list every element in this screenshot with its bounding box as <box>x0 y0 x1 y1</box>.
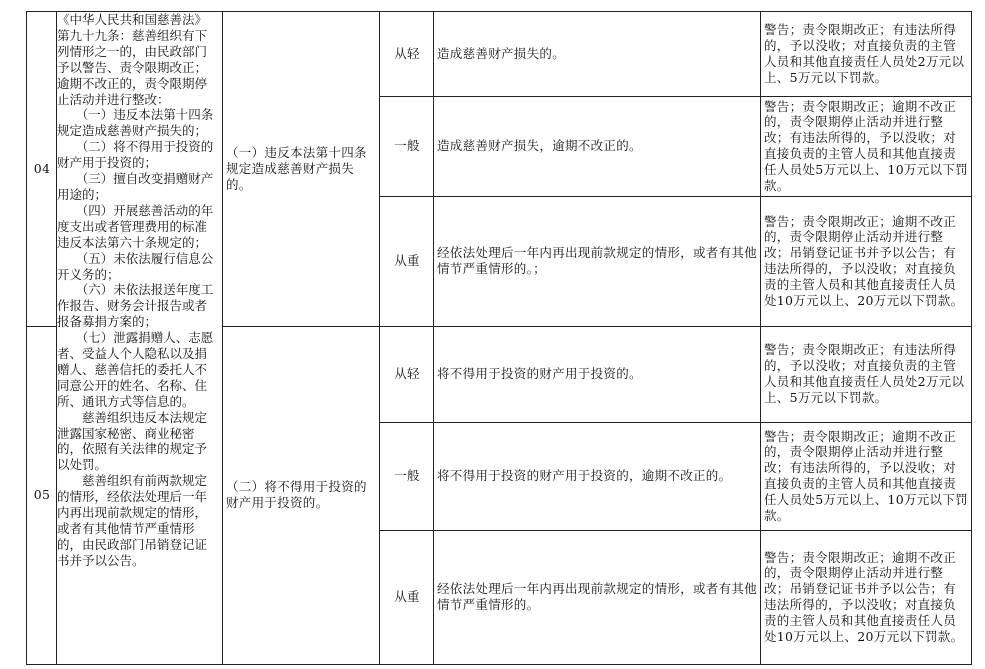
circumstance-05-severe: 经依法处理后一年内再出现前款规定的情形，或者有其他情节严重情形的。 <box>437 581 758 612</box>
border-right <box>971 11 972 665</box>
row-number-04: 04 <box>33 161 51 177</box>
level-04-light: 从轻 <box>394 46 420 62</box>
col-divider-circumstance <box>760 11 761 665</box>
level-04-severe: 从重 <box>394 253 420 269</box>
circumstance-04-light: 造成慈善财产损失的。 <box>437 46 566 62</box>
penalty-04-light: 警告；责令限期改正；有违法所得的，予以没收；对直接负责的主管人员和其他直接责任人员处2万元以上、5万元以下罚款。 <box>764 22 965 85</box>
circumstance-05-general: 将不得用于投资的财产用于投资的，逾期不改正的。 <box>437 468 732 484</box>
penalty-04-general: 警告；责令限期改正；逾期不改正的，责令限期停止活动并进行整改；有违法所得的，予以没收；对直接负责的主管人员和其他直接责任人员处5万元以上、10万元以下罚款。 <box>764 98 968 193</box>
col-divider-number <box>56 11 57 665</box>
level-05-general: 一般 <box>394 468 420 484</box>
circumstance-05-light: 将不得用于投资的财产用于投资的。 <box>437 366 642 382</box>
row-divider-number <box>26 326 57 327</box>
legal-basis-text: 《中华人民共和国慈善法》第九十九条：慈善组织有下列情形之一的，由民政部门予以警告、责令限期改正；逾期不改正的，责令限期停止活动并进行整改： （一）违反本法第十四条规定造成慈善财产损失的； （二）将不得用于投资的财产用于投资的； （三）擅自改变捐赠财产用途的； （四）开展慈善活动的年度支出或者管理费用的标准违反本法第六十条规定的； （五）未依法履行信息公开义务的； （六）未依法报送年度工作报告、财务会计报告或者报备募捐方案的； （七）泄露捐赠人、志愿者、受益人个人隐私以及捐赠人、慈善信托的委托人不同意公开的姓名、名称、住所、通讯方式等信息的。 慈善组织违反本法规定泄露国家秘密、商业秘密的，依照有关法律的规定予以处罚。 慈善组织有前两款规定的情形，经依法处理后一年内再出现前款规定的情形，或者有其他情节严重情形的，由民政部门吊销登记证书并予以公告。 <box>57 12 214 568</box>
border-left <box>26 11 27 665</box>
border-top <box>26 11 972 12</box>
col-divider-legal <box>222 11 223 665</box>
violation-05: （二）将不得用于投资的财产用于投资的。 <box>226 479 367 510</box>
violation-04: （一）违反本法第十四条规定造成慈善财产损失的。 <box>226 145 367 192</box>
row-divider-main <box>222 326 972 327</box>
penalty-05-severe: 警告；责令限期改正；逾期不改正的，责令限期停止活动并进行整改；吊销登记证书并予以公告；有违法所得的，予以没收；对直接负责的主管人员和其他直接责任人员处10万元以上、20万元以下罚款。 <box>764 549 964 644</box>
row-divider-04b <box>379 196 972 197</box>
border-bottom <box>26 664 972 665</box>
row-divider-05b <box>379 530 972 531</box>
row-divider-04a <box>379 96 972 97</box>
col-divider-level <box>433 11 434 665</box>
row-divider-05a <box>379 422 972 423</box>
level-05-light: 从轻 <box>394 366 420 382</box>
penalty-05-light: 警告；责令限期改正；有违法所得的，予以没收；对直接负责的主管人员和其他直接责任人员处2万元以上、5万元以下罚款。 <box>764 342 965 405</box>
level-05-severe: 从重 <box>394 589 420 605</box>
circumstance-04-general: 造成慈善财产损失，逾期不改正的。 <box>437 138 642 154</box>
penalty-05-general: 警告；责令限期改正；逾期不改正的，责令限期停止活动并进行整改；有违法所得的，予以没收；对直接负责的主管人员和其他直接责任人员处5万元以上、10万元以下罚款。 <box>764 428 968 523</box>
circumstance-04-severe: 经依法处理后一年内再出现前款规定的情形，或者有其他情节严重情形的。； <box>437 245 758 276</box>
level-04-general: 一般 <box>394 138 420 154</box>
row-number-05: 05 <box>33 487 51 503</box>
penalty-04-severe: 警告；责令限期改正；逾期不改正的，责令限期停止活动并进行整改；吊销登记证书并予以公告；有违法所得的，予以没收；对直接负责的主管人员和其他直接责任人员处10万元以上、20万元以下罚款。 <box>764 213 964 308</box>
col-divider-violation <box>379 11 380 665</box>
